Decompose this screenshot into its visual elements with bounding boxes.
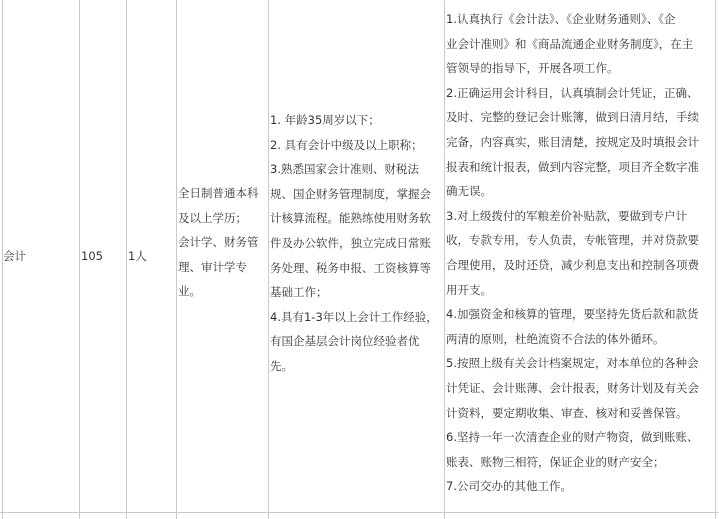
duty-line: 7.公司交办的其他工作。 (446, 479, 572, 494)
code-cell: 105 (81, 249, 103, 263)
duty-line: 确无误。 (446, 184, 492, 199)
duty-line: 账表、账物三相符，保证企业的财产安全； (446, 454, 665, 469)
requirement-line: 规、国企财务管理制度，掌握会 (270, 186, 431, 201)
column-divider (126, 0, 127, 519)
duty-line: 完备，内容真实，账目清楚，按规定及时填报会计 (446, 134, 699, 149)
education-line: 会计学、财务管 (178, 235, 259, 250)
row-divider (0, 512, 719, 513)
duty-line: 1.认真执行《会计法》、《企业财务通则》、《企 (446, 12, 676, 26)
requirement-line: 2. 具有会计中级及以上职称； (270, 137, 423, 152)
count-cell: 1人 (128, 249, 147, 263)
education-line: 全日制普通本科 (178, 186, 259, 200)
requirement-line: 件及办公软件，独立完成日常账 (270, 235, 431, 250)
requirement-line: 3.熟悉国家会计准则、财税法 (270, 162, 419, 177)
duty-line: 管领导的指导下，开展各项工作。 (446, 61, 619, 76)
education-line: 理、审计学专 (178, 259, 247, 274)
duty-line: 用开支。 (446, 282, 492, 297)
duty-line: 及时、完整的登记会计账簿，做到日清月结，手续 (446, 110, 699, 125)
requirement-line: 4.具有1-3年以上会计工作经验， (270, 309, 438, 324)
duty-line: 收，专款专用，专人负责，专帐管理，并对贷款要 (446, 233, 699, 248)
column-divider (268, 0, 269, 519)
duty-line: 两清的原则，杜绝流资不合法的体外循环。 (446, 331, 665, 346)
requirement-line: 1. 年龄35周岁以下； (270, 113, 380, 127)
duty-line: 6.坚持一年一次清查企业的财产物资，做到账账、 (446, 430, 699, 445)
duty-line: 业会计准则》和《商品流通企业财务制度》，在主 (446, 36, 694, 51)
duty-line: 计资料，要定期收集、审查、核对和妥善保管。 (446, 405, 688, 420)
column-divider (444, 0, 445, 519)
duty-line: 合理使用，及时还贷，减少利息支出和控制各项费 (446, 257, 699, 272)
education-line: 业。 (178, 284, 201, 299)
duty-line: 5.按照上级有关会计档案规定，对本单位的各种会 (446, 356, 699, 371)
duty-line: 4.加强资金和核算的管理，要坚持先货后款和款货 (446, 307, 699, 322)
table-border-right (715, 0, 716, 519)
requirement-line: 务处理、税务申报、工资核算等 (270, 260, 431, 275)
column-divider (176, 0, 177, 519)
requirement-line: 有国企基层会计岗位经验者优 (270, 334, 420, 349)
column-divider (79, 0, 80, 519)
duties-cell (446, 7, 699, 499)
duty-line: 2.正确运用会计科目，认真填制会计凭证，正确、 (446, 85, 699, 100)
education-cell (178, 181, 259, 304)
requirement-line: 先。 (270, 358, 293, 373)
duty-line: 计凭证、会计账薄、会计报表，财务计划及有关会 (446, 380, 699, 395)
duty-line: 3.对上级拨付的军粮差价补贴款，要做到专户计 (446, 208, 687, 223)
position-cell: 会计 (3, 249, 26, 263)
requirement-line: 计核算流程。能熟练使用财务软 (270, 211, 431, 226)
requirement-line: 基础工作； (270, 285, 328, 300)
requirements-cell (270, 108, 438, 379)
education-line: 及以上学历； (178, 210, 247, 225)
duty-line: 报表和统计报表，做到内容完整，项目齐全数字准 (446, 159, 699, 174)
